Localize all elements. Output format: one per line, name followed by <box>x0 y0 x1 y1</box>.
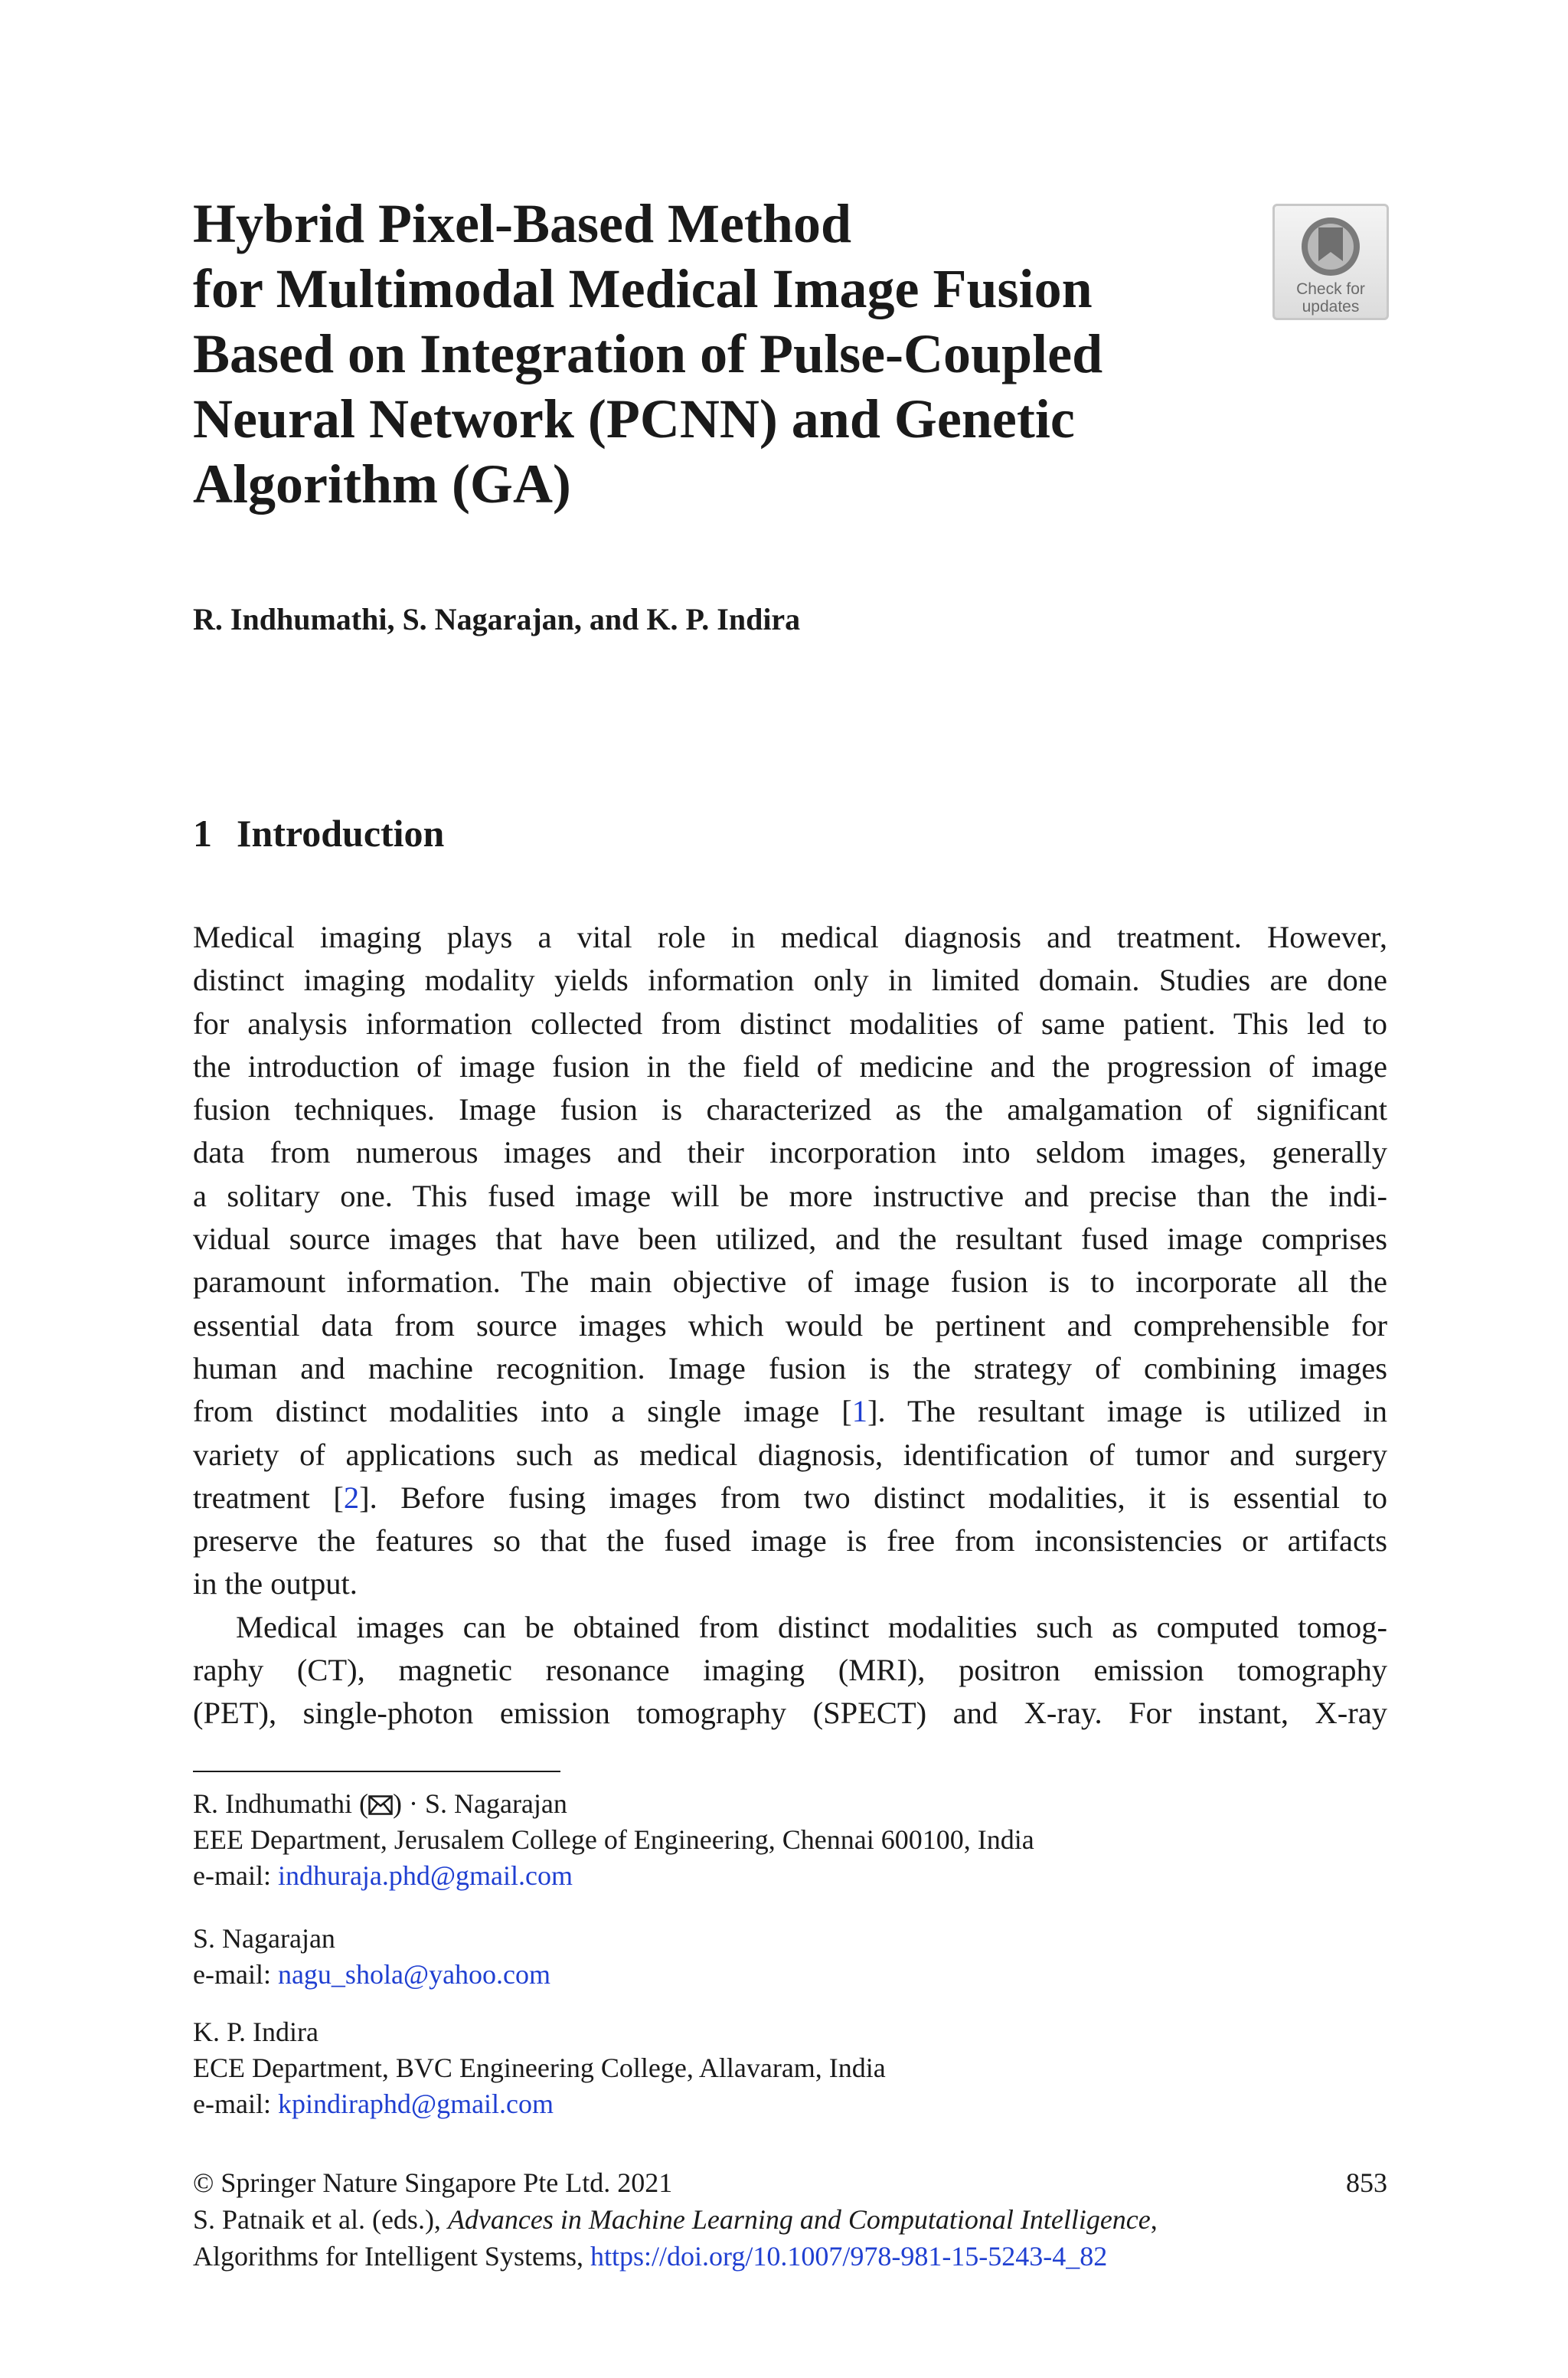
paragraph-line: vidual source images that have been utilized, and the resultant fused image comprises <box>193 1222 1387 1257</box>
paragraph-line: raphy (CT), magnetic resonance imaging (MRI), positron emission tomography <box>193 1653 1387 1688</box>
paragraph-line-with-citation <box>193 1477 1387 1519</box>
paragraph-line: paramount information. The main objective of image fusion is to incorporate all the <box>193 1264 1387 1300</box>
affiliation-names <box>193 1786 1387 1822</box>
title-line: Based on Integration of Pulse-Coupled <box>193 323 1103 384</box>
section-number: 1 <box>193 812 212 855</box>
paragraph-line: Medical imaging plays a vital role in medical diagnosis and treatment. However, <box>193 920 1387 954</box>
paragraph-line: preserve the features so that the fused image is free from inconsistencies or artifacts <box>193 1523 1387 1559</box>
citation-punctuation: , <box>1150 2204 1158 2235</box>
page-number: 853 <box>1346 2167 1387 2198</box>
affiliation-email-row <box>193 1858 1387 1894</box>
affiliation-email-row <box>193 1957 1387 1993</box>
author-name: K. P. Indira <box>193 2017 318 2047</box>
email-link[interactable]: indhuraja.phd@gmail.com <box>277 1860 573 1891</box>
citation-line <box>193 2201 1387 2238</box>
footnote-divider <box>193 1771 560 1772</box>
author-list: R. Indhumathi, S. Nagarajan, and K. P. Indira <box>193 602 801 636</box>
paragraph-line: in the output. <box>193 1566 358 1601</box>
paragraph-line: variety of applications such as medical diagnosis, identification of tumor and surgery <box>193 1437 1387 1472</box>
text-segment: ]. The resultant image is utilized in <box>867 1394 1388 1429</box>
author-name: ) · S. Nagarajan <box>392 1788 567 1819</box>
paragraph-line: human and machine recognition. Image fusion is the strategy of combining images <box>193 1350 1387 1385</box>
affiliation-2 <box>193 1921 1387 1993</box>
email-link[interactable]: nagu_shola@yahoo.com <box>277 1959 551 1990</box>
paragraph-line-with-citation <box>193 1390 1387 1433</box>
affiliation-department: EEE Department, Jerusalem College of Engineering, Chennai 600100, India <box>193 1824 1034 1855</box>
page-footer <box>193 2164 1387 2275</box>
text-segment: treatment [ <box>193 1480 344 1515</box>
body-text <box>193 916 1387 1735</box>
series-line <box>193 2238 1387 2275</box>
title-line: Neural Network (PCNN) and Genetic <box>193 388 1075 450</box>
title-line: for Multimodal Medical Image Fusion <box>193 258 1093 319</box>
title-line: Hybrid Pixel-Based Method <box>193 193 851 254</box>
check-for-updates-button[interactable] <box>1272 204 1389 320</box>
series-name: Algorithms for Intelligent Systems, <box>193 2241 590 2272</box>
paragraph-line: a solitary one. This fused image will be more instructive and precise than the indi- <box>193 1178 1387 1213</box>
crossmark-icon <box>1298 214 1364 280</box>
email-label: e-mail: <box>193 1959 278 1990</box>
affiliation-1 <box>193 1786 1387 1894</box>
section-title: Introduction <box>237 812 445 855</box>
citation-link-2[interactable]: 2 <box>343 1480 360 1515</box>
crossmark-label-2: updates <box>1302 298 1360 316</box>
author-name: R. Indhumathi ( <box>193 1788 368 1819</box>
affiliation-department: ECE Department, BVC Engineering College, Allavaram, India <box>193 2053 886 2083</box>
envelope-icon <box>368 1795 393 1815</box>
email-label: e-mail: <box>193 2089 278 2119</box>
paragraph-line: for analysis information collected from distinct modalities of same patient. This led to <box>193 1006 1387 1041</box>
paragraph-line: Medical images can be obtained from distinct modalities such as computed tomog- <box>236 1609 1387 1644</box>
paper-title <box>193 191 1188 517</box>
copyright-line: © Springer Nature Singapore Pte Ltd. 2021 <box>193 2167 673 2198</box>
paragraph-line: data from numerous images and their incorporation into seldom images, generally <box>193 1135 1387 1170</box>
book-title: Advances in Machine Learning and Computational Intelligence <box>447 2204 1151 2235</box>
title-line: Algorithm (GA) <box>193 453 571 515</box>
paragraph-line: (PET), single-photon emission tomography (SPECT) and X-ray. For instant, X-ray <box>193 1696 1387 1731</box>
text-segment: from distinct modalities into a single image [ <box>193 1394 852 1429</box>
text-segment: ]. Before fusing images from two distinct modalities, it is essential to <box>359 1480 1387 1515</box>
paragraph-line: essential data from source images which would be pertinent and comprehensible for <box>193 1307 1387 1343</box>
doi-link[interactable]: https://doi.org/10.1007/978-981-15-5243-4_82 <box>590 2241 1108 2272</box>
paragraph-line: the introduction of image fusion in the field of medicine and the progression of image <box>193 1048 1387 1084</box>
affiliation-email-row <box>193 2086 1387 2122</box>
email-label: e-mail: <box>193 1860 278 1891</box>
email-link[interactable]: kpindiraphd@gmail.com <box>277 2089 554 2119</box>
citation-link-1[interactable]: 1 <box>851 1394 868 1429</box>
section-heading <box>193 810 444 856</box>
paragraph-line: fusion techniques. Image fusion is characterized as the amalgamation of significant <box>193 1092 1387 1127</box>
paragraph-line: distinct imaging modality yields information only in limited domain. Studies are done <box>193 963 1387 998</box>
citation-editors: S. Patnaik et al. (eds.), <box>193 2204 448 2235</box>
author-name: S. Nagarajan <box>193 1923 335 1954</box>
affiliation-3 <box>193 2014 1387 2122</box>
crossmark-label-1: Check for <box>1296 280 1365 298</box>
